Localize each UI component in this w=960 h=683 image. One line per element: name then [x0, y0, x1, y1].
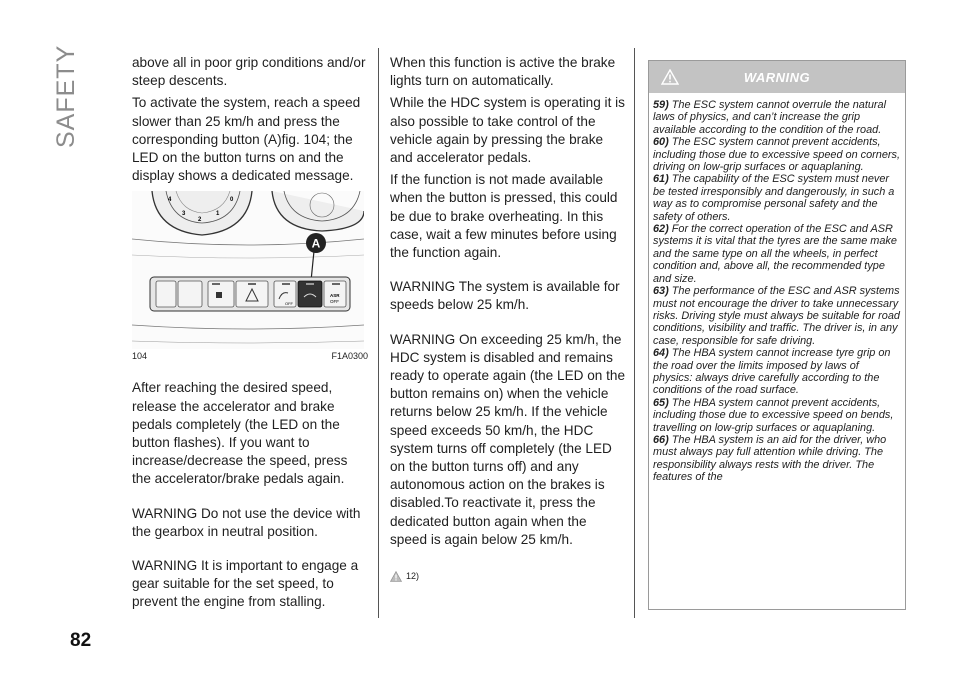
- warning-item-text: For the correct operation of the ESC and ASR systems it is vital that the tyres are the same make and the same type on all the wheels, in perfect condition and, above all, the recommended type and size.: [653, 223, 897, 285]
- button-label: OFF: [330, 299, 339, 305]
- warning-triangle-icon: [661, 69, 679, 85]
- callout-label: A: [311, 236, 321, 251]
- warning-item-text: The ESC system cannot prevent accidents, including those due to excessive speed on corners, driving on low-grip surfaces or aquaplaning.: [653, 136, 901, 174]
- paragraph: WARNING The system is available for speeds below 25 km/h.: [390, 279, 620, 313]
- warning-item-number: 64): [653, 347, 669, 360]
- warning-item-text: The HBA system is an aid for the driver, who must always pay full attention while driving. The responsibility always rests with the driver. The features of the: [653, 433, 887, 484]
- paragraph: While the HDC system is operating it is also possible to take control of the vehicle again by pressing the brake and accelerator pedals.: [390, 95, 625, 166]
- warning-item-number: 65): [653, 396, 669, 409]
- column-divider-left: [378, 48, 379, 618]
- warning-item-number: 61): [653, 173, 669, 186]
- warning-heading: WARNING: [743, 69, 811, 85]
- warning-box: [648, 60, 906, 610]
- warning-item-number: 62): [653, 223, 669, 236]
- paragraph: After reaching the desired speed, release the accelerator and brake pedals completely (the LED on the button flashes). If you want to increase/decrease the speed, press the accelerator/brake pedals again.: [132, 380, 348, 487]
- warning-item: [653, 173, 901, 223]
- button-label: OFF: [285, 301, 293, 307]
- figure-caption: [132, 351, 368, 361]
- warning-item-text: The HBA system cannot prevent accidents, including those due to excessive speed on bends, travelling on low-grip surfaces or aquaplaning.: [653, 396, 894, 434]
- dashboard-illustration: [132, 191, 364, 349]
- paragraph: When this function is active the brake lights turn on automatically.: [390, 55, 616, 89]
- text-column-middle: [390, 54, 626, 585]
- warning-triangle-icon: [390, 571, 402, 582]
- dial-number: 1: [216, 211, 220, 218]
- warning-item: [653, 285, 901, 347]
- dial-number: 2: [198, 217, 202, 224]
- warning-item-text: The capability of the ESC system must never be tested irresponsibly and dangerously, in such a way as to compromise personal safety and the safety of others.: [653, 173, 895, 223]
- section-title: SAFETY: [52, 44, 80, 148]
- warning-item-number: 59): [653, 99, 669, 111]
- figure-number: 104: [132, 351, 148, 362]
- paragraph: WARNING Do not use the device with the gearbox in neutral position.: [132, 505, 361, 539]
- paragraph: WARNING On exceeding 25 km/h, the HDC system is disabled and remains ready to operate again (the LED on the button remains on) when the vehicle returns below 25 km/h. If the vehicle speed exceeds 50 km/h, the HDC system turns off completely (the LED on the button turns off) and any autonomous action on the brakes is disabled.To reactivate it, press the dedicated button again when the speed is again below 25 km/h.: [390, 331, 626, 547]
- warning-item-number: 60): [653, 136, 669, 149]
- dial-number: 4: [168, 197, 172, 204]
- warning-header: [649, 61, 905, 93]
- page-number: 82: [70, 630, 92, 651]
- warning-item: [653, 99, 901, 136]
- paragraph: above all in poor grip conditions and/or steep descents.: [132, 55, 366, 89]
- paragraph: If the function is not made available when the button is pressed, this could be due to brake overheating. In this case, wait a few minutes before using the function again.: [390, 172, 618, 261]
- button-label: ASR: [330, 293, 340, 299]
- warning-item: [653, 434, 901, 484]
- warning-reference: [390, 567, 626, 585]
- warning-item-number: 63): [653, 285, 669, 298]
- warning-item: [653, 347, 901, 397]
- dial-number: 3: [182, 211, 186, 218]
- warning-item: [653, 136, 901, 173]
- column-divider-right: [634, 48, 635, 618]
- warning-item-text: The ESC system cannot overrule the natural laws of physics, and can’t increase the grip available according to the condition of the road.: [653, 99, 887, 136]
- warning-item: [653, 223, 901, 285]
- paragraph: To activate the system, reach a speed slower than 25 km/h and press the corresponding button (A)fig. 104; the LED on the button turns on and the display shows a dedicated message.: [132, 95, 361, 184]
- text-column-left: [132, 54, 368, 612]
- warning-list: [649, 93, 905, 484]
- figure-code: F1A0300: [331, 351, 368, 362]
- warning-item-text: The HBA system cannot increase tyre grip on the road over the limits imposed by laws of physics: always drive carefully according to the conditions of the road surface.: [653, 347, 891, 397]
- warning-item-number: 66): [653, 433, 669, 446]
- warning-item: [653, 397, 901, 434]
- warning-reference-number: 12): [406, 571, 420, 582]
- warning-item-text: The performance of the ESC and ASR systems must not encourage the driver to take unnecessary risks. Driving style must always be suitable for road conditions, visibility and traffic. The driver is, in any case, responsible for safe driving.: [653, 285, 900, 347]
- dashboard-figure: [132, 191, 364, 349]
- dial-number: 0: [230, 197, 234, 204]
- paragraph: WARNING It is important to engage a gear suitable for the set speed, to prevent the engine from stalling.: [132, 558, 359, 610]
